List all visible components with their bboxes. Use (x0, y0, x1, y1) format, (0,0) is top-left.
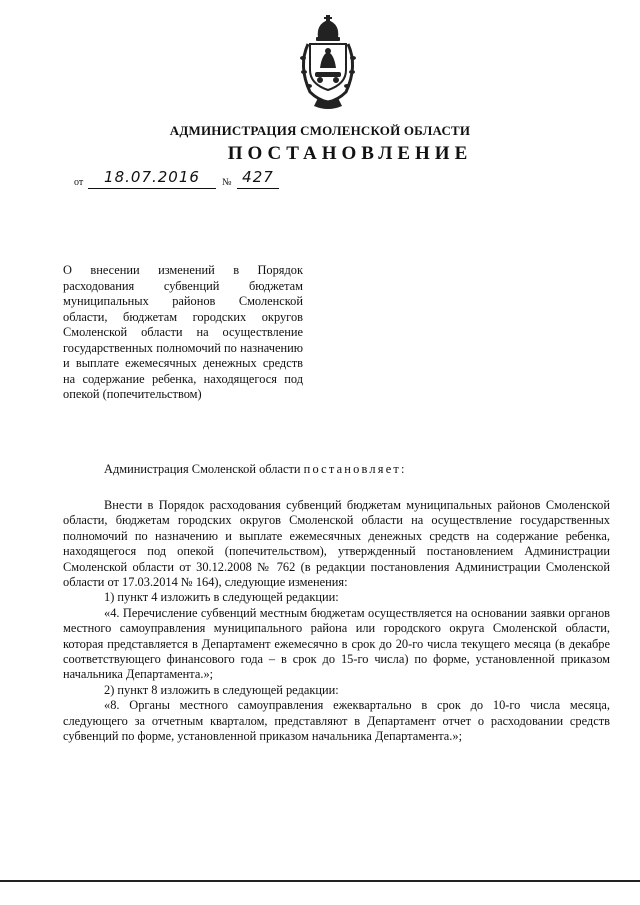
intro-line (104, 462, 407, 477)
number-prefix: № (222, 177, 232, 188)
body-paragraph: «4. Перечисление субвенций местным бюджетам осуществляется на основании заявки органов местного самоуправления муниципального района или городского округа Смоленской области, которая представляется в Департамент ежемесячно в срок до 20-го числа текущего месяца (в декабре соответствующего финансового года – в срок до 15-го числа) по форме, установленной приказом начальника Департамента.»; (63, 605, 610, 682)
date-number-line (74, 170, 314, 192)
body-paragraph: «8. Органы местного самоуправления ежеквартально в срок до 10-го числа месяца, следующего за отчетным кварталом, представляют в Департамент отчет о расходовании средств субвенций по форме, установленной приказом начальника Департамента.»; (63, 698, 610, 744)
crown-icon (316, 15, 340, 41)
organization-name: АДМИНИСТРАЦИЯ СМОЛЕНСКОЙ ОБЛАСТИ (169, 123, 471, 138)
intro-verb: постановляет: (303, 462, 407, 476)
date-field (88, 170, 216, 189)
body-paragraph: Внести в Порядок расходования субвенций бюджетам муниципальных районов Смоленской области, бюджетам городских округов Смоленской области на осуществление государственных полномочий по назначению и выплате ежемесячных денежных средств на содержание ребенка, находящегося под опекой (попечительством), утвержденный постановлением Администрации Смоленской области от 30.12.2008 № 762 (в редакции постановления Администрации Смоленской области от 17.03.2014 № 164), следующие изменения: (63, 498, 610, 590)
intro-text: Администрация Смоленской области (104, 462, 301, 476)
document-type-title: ПОСТАНОВЛЕНИЕ (227, 143, 473, 164)
date-prefix: от (74, 177, 84, 188)
coat-of-arms-emblem (296, 14, 360, 110)
body-paragraph: 1) пункт 4 изложить в следующей редакции: (104, 590, 339, 605)
date-value: 18.07.2016 (104, 168, 200, 186)
document-subject: О внесении изменений в Порядок расходования субвенций бюджетам муниципальных районов Смоленской области, бюджетам городских округов Смоленской области на осуществление государственных полномочий по назначению и выплате ежемесячных денежных средств на содержание ребенка, находящегося под опекой (попечительством) (63, 263, 303, 401)
body-paragraph: 2) пункт 8 изложить в следующей редакции: (104, 682, 339, 697)
number-value: 427 (242, 168, 274, 186)
number-field (237, 170, 279, 189)
document-body (63, 498, 610, 745)
bottom-divider (0, 880, 640, 882)
